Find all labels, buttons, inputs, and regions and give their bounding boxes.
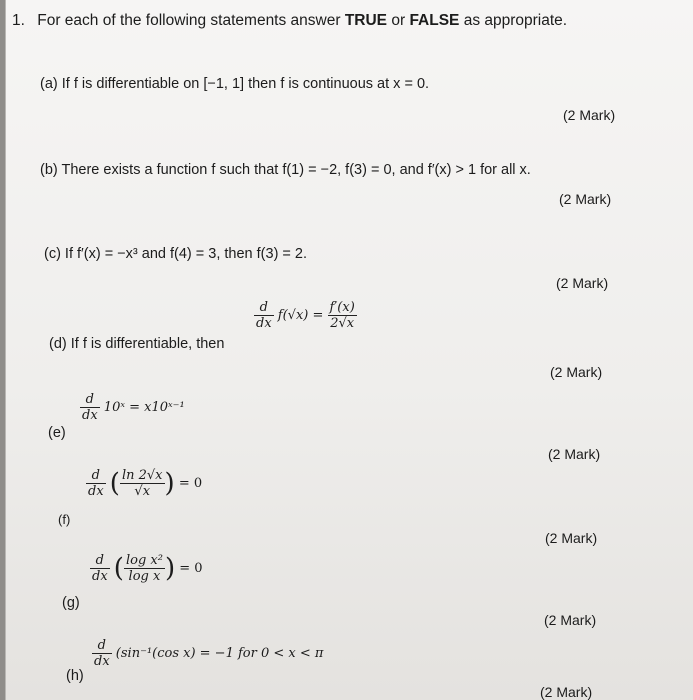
h-d-dx-fraction bbox=[92, 638, 112, 669]
part-g-numerator: log x² bbox=[125, 553, 163, 568]
g-right-paren: ) bbox=[164, 553, 176, 584]
margin-line bbox=[5, 0, 6, 700]
part-e-mark: (2 Mark) bbox=[548, 446, 601, 462]
g-d-numerator: d bbox=[95, 553, 104, 568]
part-f-mark: (2 Mark) bbox=[545, 530, 598, 546]
part-f-label: (f) bbox=[58, 512, 71, 527]
part-d-formula bbox=[254, 300, 357, 331]
e-d-denominator: dx bbox=[82, 408, 98, 423]
part-f-numerator: ln 2√x bbox=[121, 468, 163, 483]
part-d-statement: (d) If f is differentiable, then bbox=[49, 336, 225, 352]
part-h-mark: (2 Mark) bbox=[540, 684, 593, 700]
true-word: TRUE bbox=[344, 12, 388, 29]
e-d-dx-fraction bbox=[80, 392, 100, 423]
part-e-label: (e) bbox=[48, 425, 66, 441]
f-d-denominator: dx bbox=[88, 484, 104, 499]
d-denominator: dx bbox=[256, 316, 272, 331]
part-g-mark: (2 Mark) bbox=[544, 612, 597, 628]
question-or: or bbox=[387, 12, 410, 29]
part-d-lhs: f(√x) = bbox=[277, 308, 324, 323]
part-g-equals: = 0 bbox=[179, 561, 203, 576]
part-h-formula bbox=[92, 638, 323, 669]
part-a-mark: (2 Mark) bbox=[563, 107, 616, 123]
part-f-denominator: √x bbox=[120, 483, 165, 499]
part-f-equals: = 0 bbox=[178, 476, 203, 491]
part-f-fraction bbox=[120, 468, 165, 499]
question-text-after: as appropriate. bbox=[459, 12, 568, 29]
f-d-numerator: d bbox=[91, 468, 100, 483]
part-d-mark: (2 Mark) bbox=[550, 364, 603, 380]
part-c-mark: (2 Mark) bbox=[556, 275, 609, 291]
g-d-dx-fraction bbox=[90, 553, 110, 584]
d-numerator: d bbox=[259, 300, 268, 315]
part-g-formula bbox=[90, 553, 203, 584]
part-c-statement: (c) If f′(x) = −x³ and f(4) = 3, then f(3) = 2. bbox=[44, 246, 308, 262]
h-d-denominator: dx bbox=[94, 654, 110, 669]
part-d-rhs-numerator: f′(x) bbox=[329, 300, 355, 315]
f-d-dx-fraction bbox=[86, 468, 106, 499]
part-g-denominator: log x bbox=[124, 568, 165, 584]
part-b-statement: (b) There exists a function f such that f(1) = −2, f(3) = 0, and f′(x) > 1 for all x. bbox=[40, 162, 531, 178]
part-d-rhs-fraction bbox=[328, 300, 357, 331]
d-dx-fraction bbox=[254, 300, 274, 331]
question-text-before: For each of the following statements answer bbox=[37, 12, 345, 29]
part-b-mark: (2 Mark) bbox=[559, 191, 612, 207]
part-h-label: (h) bbox=[66, 668, 84, 684]
part-f-formula bbox=[86, 468, 202, 499]
g-d-denominator: dx bbox=[92, 569, 108, 584]
part-e-expression: 10ˣ = x10ˣ⁻¹ bbox=[103, 400, 185, 415]
false-word: FALSE bbox=[409, 12, 460, 29]
f-left-paren: ( bbox=[109, 468, 120, 499]
e-d-numerator: d bbox=[85, 392, 94, 407]
part-h-expression: (sin⁻¹(cos x) = −1 for 0 < x < π bbox=[115, 646, 324, 661]
question-header bbox=[12, 12, 567, 30]
f-right-paren: ) bbox=[164, 468, 175, 499]
h-d-numerator: d bbox=[97, 638, 106, 653]
part-e-formula bbox=[80, 392, 185, 423]
part-d-rhs-denominator: 2√x bbox=[328, 315, 357, 331]
part-g-label: (g) bbox=[62, 595, 80, 611]
part-a-statement: (a) If f is differentiable on [−1, 1] then f is continuous at x = 0. bbox=[40, 76, 430, 92]
g-left-paren: ( bbox=[113, 553, 124, 584]
part-g-fraction bbox=[124, 553, 165, 584]
question-number: 1. bbox=[12, 12, 25, 29]
